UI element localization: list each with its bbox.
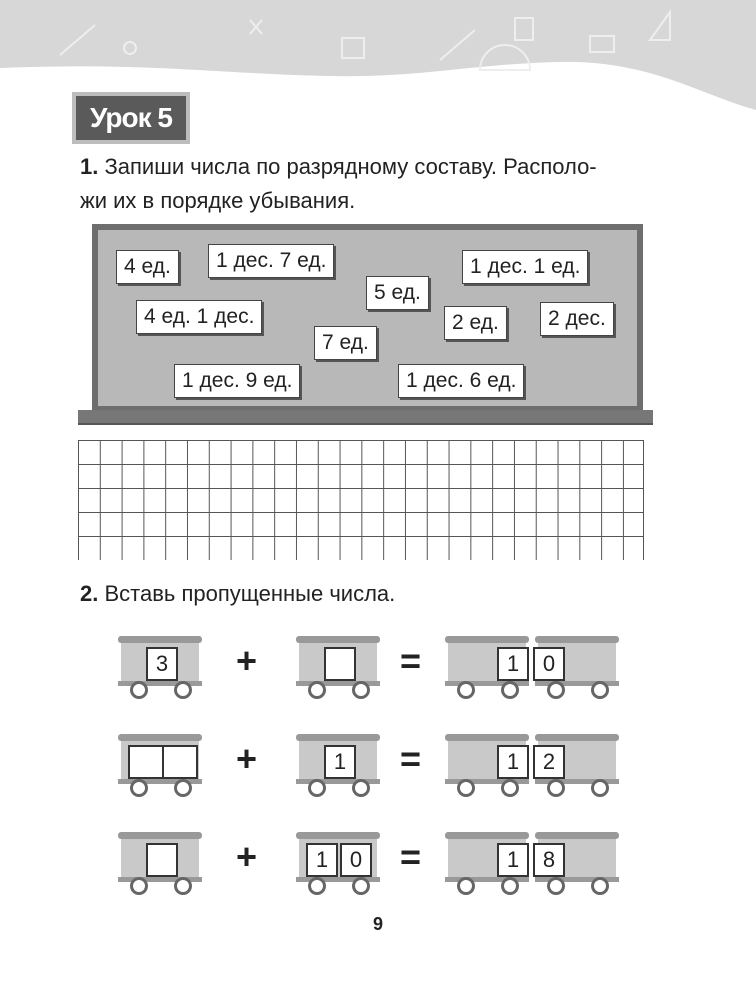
train-wagon xyxy=(445,832,621,902)
page-number: 9 xyxy=(372,914,383,934)
wagon-roof xyxy=(535,734,619,741)
digit-cell: 2 xyxy=(533,745,565,779)
wheel-icon xyxy=(308,877,326,895)
train-wagon xyxy=(118,636,202,706)
wagon-roof xyxy=(296,832,380,839)
number-card: 1 дес. 9 ед. xyxy=(174,364,300,398)
wagon-roof xyxy=(296,734,380,741)
wheel-icon xyxy=(457,681,475,699)
plus-sign: + xyxy=(236,640,258,681)
answer-grid[interactable] xyxy=(78,440,644,560)
wagon-roof xyxy=(445,734,529,741)
wheel-icon xyxy=(174,681,192,699)
wheel-icon xyxy=(308,681,326,699)
wagon-roof xyxy=(118,636,202,643)
wheel-icon xyxy=(130,877,148,895)
number-card: 1 дес. 6 ед. xyxy=(398,364,524,398)
wheel-icon xyxy=(591,779,609,797)
wagon-roof xyxy=(118,734,202,741)
number-card: 5 ед. xyxy=(366,276,429,310)
wheel-icon xyxy=(547,779,565,797)
number-card: 1 дес. 7 ед. xyxy=(208,244,334,278)
number-card: 7 ед. xyxy=(314,326,377,360)
task2-instruction: Вставь пропущенные числа. xyxy=(104,581,396,606)
wagon-roof xyxy=(445,832,529,839)
blank-digit-cell[interactable] xyxy=(146,843,178,877)
plus-sign: + xyxy=(236,738,258,779)
digit-cell: 1 xyxy=(306,843,338,877)
train-wagon xyxy=(445,636,621,706)
wheel-icon xyxy=(352,877,370,895)
train-wagon xyxy=(118,734,202,804)
wagon-roof xyxy=(296,636,380,643)
equation-row xyxy=(0,734,756,804)
train-wagon xyxy=(296,734,380,804)
equals-sign: = xyxy=(400,836,422,877)
task2-text xyxy=(80,577,680,611)
wheel-icon xyxy=(501,877,519,895)
blank-digit-cell[interactable] xyxy=(324,647,356,681)
plus-sign: + xyxy=(236,836,258,877)
equation-row xyxy=(0,636,756,706)
digit-cell: 1 xyxy=(497,745,529,779)
digit-cell: 0 xyxy=(340,843,372,877)
wagon-roof xyxy=(535,832,619,839)
wheel-icon xyxy=(501,779,519,797)
wheel-icon xyxy=(457,779,475,797)
wagon-roof xyxy=(118,832,202,839)
number-card: 2 ед. xyxy=(444,306,507,340)
grid-border xyxy=(643,440,644,560)
wheel-icon xyxy=(352,779,370,797)
chalkboard xyxy=(92,224,643,412)
blank-digit-cell[interactable] xyxy=(162,745,198,779)
digit-cell: 1 xyxy=(324,745,356,779)
digit-cell: 8 xyxy=(533,843,565,877)
wheel-icon xyxy=(174,779,192,797)
wheel-icon xyxy=(174,877,192,895)
train-wagon xyxy=(296,832,380,902)
digit-cell: 3 xyxy=(146,647,178,681)
wheel-icon xyxy=(352,681,370,699)
equals-sign: = xyxy=(400,640,422,681)
wheel-icon xyxy=(547,681,565,699)
train-wagon xyxy=(118,832,202,902)
blank-digit-cell[interactable] xyxy=(128,745,164,779)
number-card: 4 ед. xyxy=(116,250,179,284)
chalkboard-ledge xyxy=(78,410,653,425)
task2-number: 2. xyxy=(80,581,99,606)
wheel-icon xyxy=(547,877,565,895)
wheel-icon xyxy=(501,681,519,699)
wheel-icon xyxy=(308,779,326,797)
task1-line2: жи их в порядке убывания. xyxy=(80,188,356,213)
lesson-label: Урок 5 xyxy=(90,102,172,133)
task1-number: 1. xyxy=(80,154,99,179)
equation-row xyxy=(0,832,756,902)
wagon-roof xyxy=(445,636,529,643)
digit-cell: 1 xyxy=(497,843,529,877)
wheel-icon xyxy=(457,877,475,895)
wheel-icon xyxy=(591,681,609,699)
task1-text xyxy=(80,150,680,218)
wheel-icon xyxy=(130,779,148,797)
digit-cell: 0 xyxy=(533,647,565,681)
task1-line1: Запиши числа по разрядному составу. Располо- xyxy=(104,154,597,179)
wheel-icon xyxy=(130,681,148,699)
train-wagon xyxy=(445,734,621,804)
train-wagon xyxy=(296,636,380,706)
number-card: 4 ед. 1 дес. xyxy=(136,300,262,334)
number-card: 2 дес. xyxy=(540,302,614,336)
wagon-roof xyxy=(535,636,619,643)
number-card: 1 дес. 1 ед. xyxy=(462,250,588,284)
lesson-badge xyxy=(72,92,190,144)
digit-cell: 1 xyxy=(497,647,529,681)
wheel-icon xyxy=(591,877,609,895)
equals-sign: = xyxy=(400,738,422,779)
